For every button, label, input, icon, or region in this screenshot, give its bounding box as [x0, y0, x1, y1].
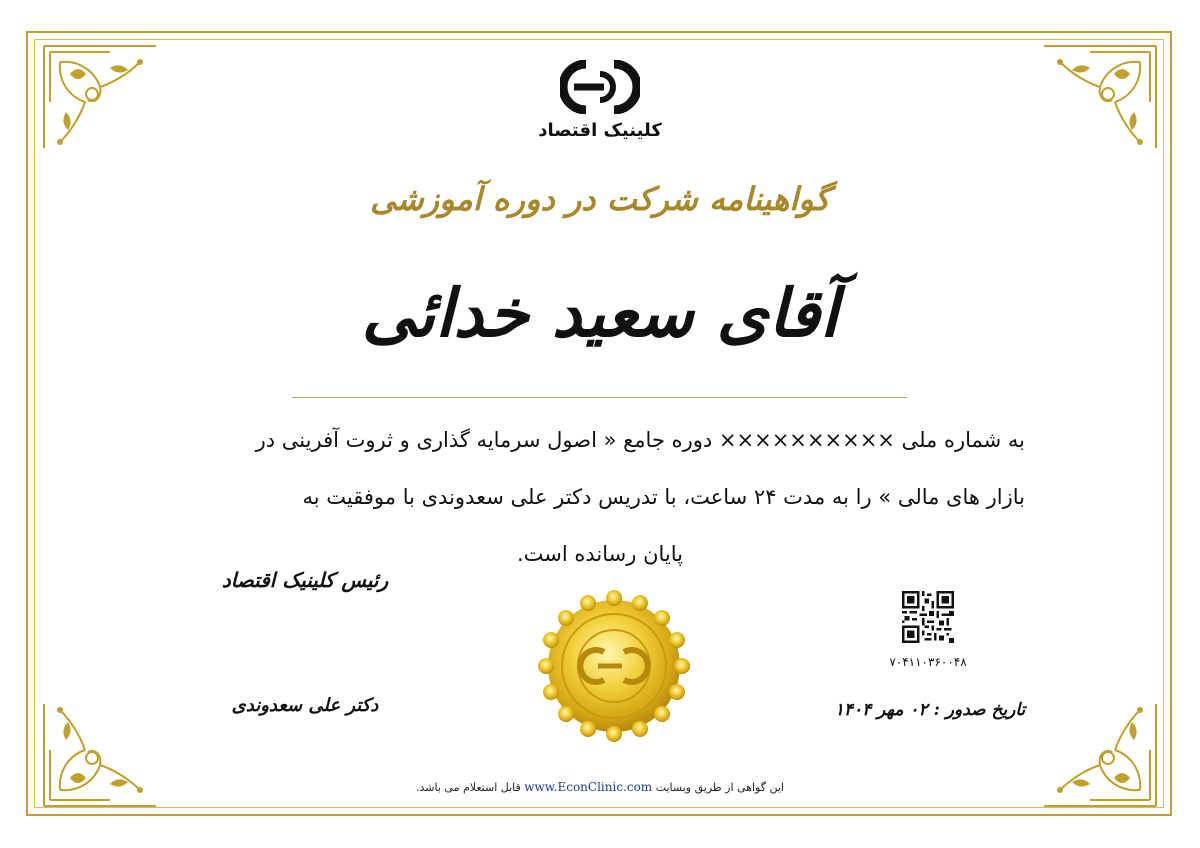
ornament-corner-icon [1040, 700, 1160, 810]
body-line-3: پایان رسانده است. [517, 542, 683, 566]
body-line-1: به شماره ملی ×××××××××× دوره جامع « اصول سرمایه گذاری و ثروت آفرینی در [255, 428, 1025, 452]
name-underline [292, 397, 907, 398]
ornament-corner-icon [40, 700, 160, 810]
certificate-title: گواهینامه شرکت در دوره آموزشی [370, 180, 830, 218]
gold-seal-icon [538, 590, 690, 742]
certificate-code: ۷۰۴۱۱۰۳۶۰۰۴۸ [889, 655, 967, 669]
verification-note [300, 780, 900, 794]
ornament-corner-icon [1040, 42, 1160, 152]
brand-name: کلینیک اقتصاد [538, 120, 662, 141]
signatory-title: رئیس کلینیک اقتصاد [221, 568, 389, 592]
footer-suffix: قابل استعلام می باشد. [416, 781, 521, 794]
ornament-corner-icon [40, 42, 160, 152]
website-link[interactable]: www.EconClinic.com [524, 780, 653, 794]
signatory-name: دکتر علی سعدوندی [231, 695, 379, 716]
recipient-name: آقای سعید خدائی [361, 274, 839, 352]
qr-code-icon[interactable] [902, 591, 954, 643]
body-line-2: بازار های مالی » را به مدت ۲۴ ساعت، با تدریس دکتر علی سعدوندی با موفقیت به [302, 485, 1025, 509]
issue-date: تاریخ صدور : ۰۲ مهر ۱۴۰۴ [834, 700, 1026, 720]
certificate-body [175, 412, 1025, 583]
econclinic-logo-icon [560, 60, 640, 114]
footer-prefix: این گواهی از طریق وبسایت [655, 781, 784, 794]
